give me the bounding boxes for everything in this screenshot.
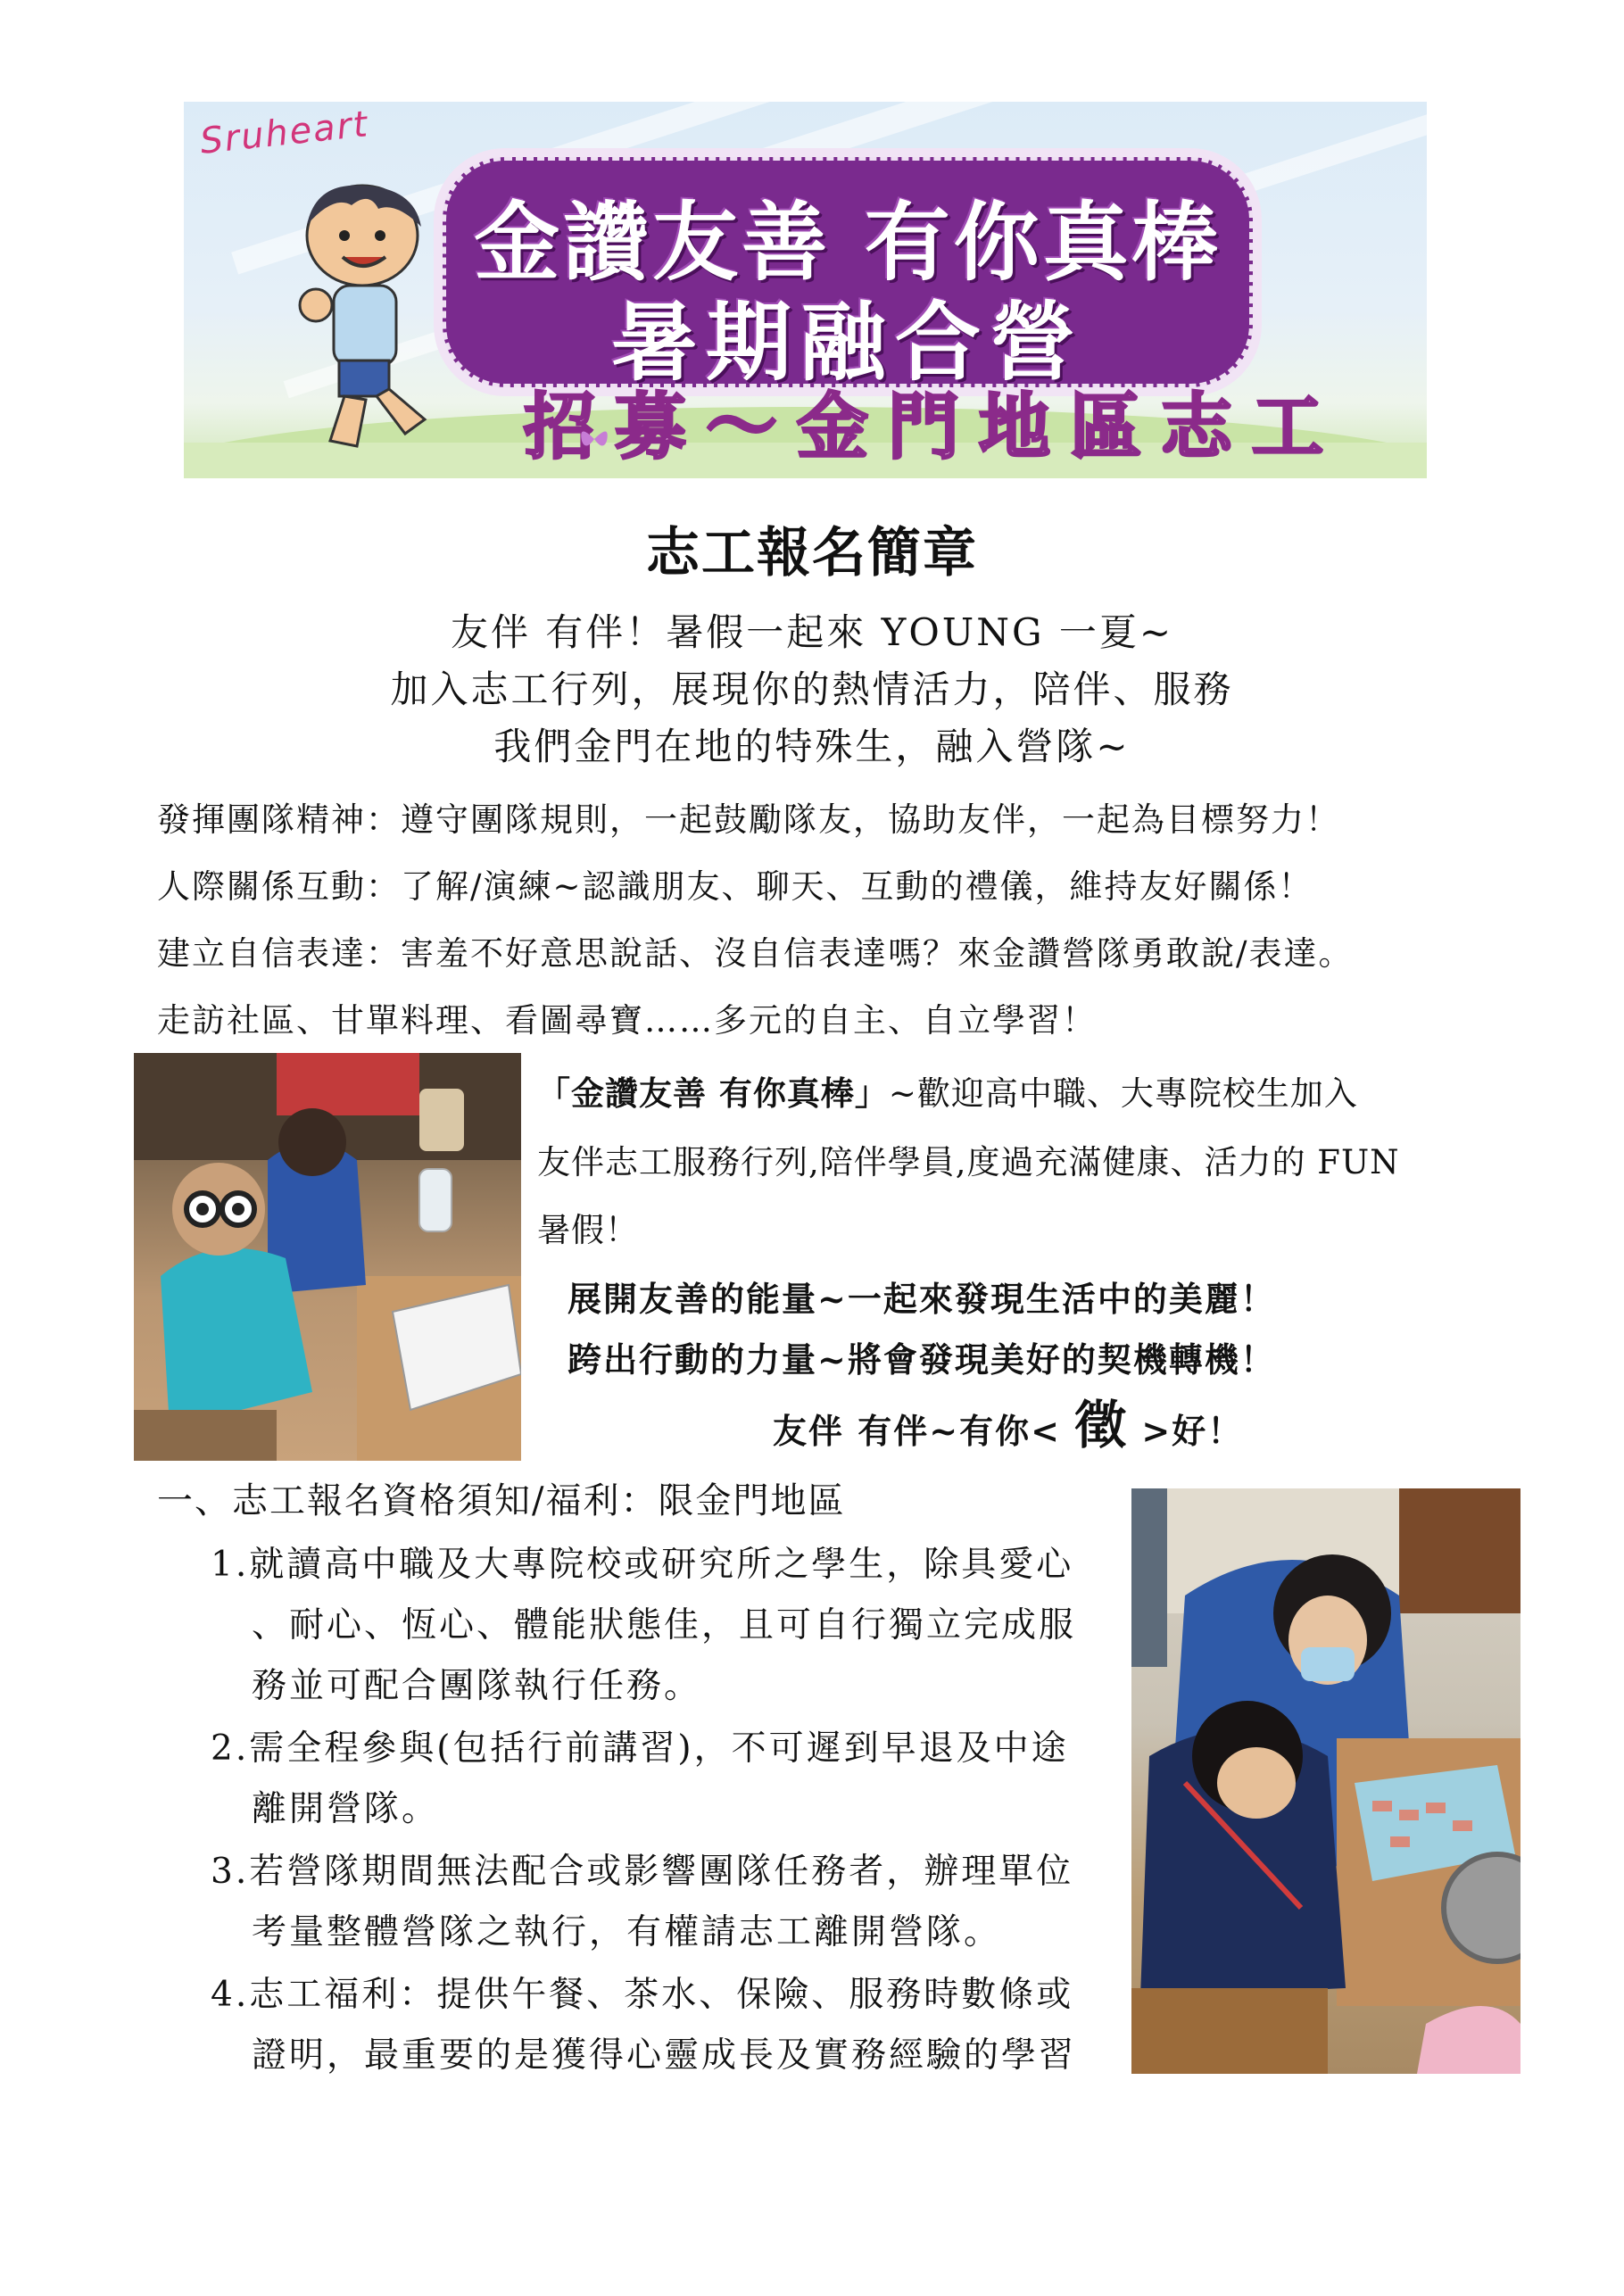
- item3-line2: 考量整體營隊之執行，有權請志工離開營隊。: [252, 1912, 1002, 1952]
- point-interaction: 人際關係互動：了解/演練~認識朋友、聊天、互動的禮儀，維持友好關係！: [157, 867, 1313, 906]
- item4-line1: 4.志工福利：提供午餐、茶水、保險、服務時數條或: [211, 1975, 1074, 2015]
- welcome-line-3: 暑假！: [537, 1211, 639, 1249]
- brand-logo-text: Sruheart: [198, 104, 371, 162]
- slogan-3-post: >好！: [1141, 1411, 1244, 1451]
- point-teamwork: 發揮團隊精神：遵守團隊規則，一起鼓勵隊友，協助友伴，一起為目標努力！: [157, 800, 1340, 839]
- item2-line2: 離開營隊。: [252, 1789, 440, 1829]
- welcome-quote: 「金讚友善 有你真棒」: [537, 1073, 889, 1113]
- photo-cooking-activity: [1131, 1488, 1520, 2074]
- welcome-line-1-rest: ~歡迎高中職、大專院校生加入: [888, 1074, 1358, 1113]
- point-community: 走訪社區、甘單料理、看圖尋寶……多元的自主、自立學習！: [157, 1001, 1097, 1040]
- mascot-illustration: [280, 182, 441, 459]
- slogan-1: 展開友善的能量~一起來發現生活中的美麗！: [568, 1279, 1276, 1319]
- slogan-3: [773, 1383, 1243, 1458]
- welcome-line-1: [537, 1066, 1358, 1115]
- welcome-line-2: 友伴志工服務行列,陪伴學員,度過充滿健康、活力的 FUN: [537, 1143, 1400, 1181]
- banner-title-line1: 金讚友善 有你真棒: [474, 193, 1222, 293]
- item1-line2: 、耐心、恆心、體能狀態佳，且可自行獨立完成服: [252, 1605, 1077, 1645]
- item1-line1: 1.就讀高中職及大專院校或研究所之學生，除具愛心: [211, 1545, 1074, 1585]
- intro-line-1: 友伴 有伴！暑假一起來 YOUNG 一夏~: [450, 610, 1174, 654]
- item2-line1: 2.需全程參與(包括行前講習)，不可遲到早退及中途: [211, 1728, 1069, 1769]
- slogan-3-pre: 友伴 有伴~有你<: [773, 1411, 1061, 1451]
- butterfly-icon: [576, 423, 612, 455]
- event-banner: [184, 102, 1427, 478]
- point-confidence: 建立自信表達：害羞不好意思說話、沒自信表達嗎？來金讚營隊勇敢說/表達。: [157, 934, 1354, 973]
- intro-line-2: 加入志工行列，展現你的熱情活力，陪伴、服務: [390, 667, 1234, 711]
- slogan-2: 跨出行動的力量~將會發現美好的契機轉機！: [568, 1339, 1276, 1380]
- page-title: 志工報名簡章: [646, 522, 978, 584]
- slogan-3-char: 徵: [1074, 1395, 1129, 1455]
- banner-title-plaque: [443, 157, 1253, 393]
- photo-volunteer-reading: [134, 1053, 521, 1461]
- section-eligibility-title: 一、志工報名資格須知/福利：限金門地區: [157, 1480, 846, 1521]
- intro-line-3: 我們金門在地的特殊生，融入營隊~: [493, 725, 1131, 768]
- item3-line1: 3.若營隊期間無法配合或影響團隊任務者，辦理單位: [211, 1852, 1074, 1892]
- banner-recruit-text: 招募～金門地區志工: [524, 385, 1343, 468]
- item4-line2: 證明，最重要的是獲得心靈成長及實務經驗的學習: [252, 2035, 1077, 2076]
- banner-title-line2: 暑期融合營: [611, 293, 1084, 393]
- item1-line3: 務並可配合團隊執行任務。: [252, 1666, 702, 1706]
